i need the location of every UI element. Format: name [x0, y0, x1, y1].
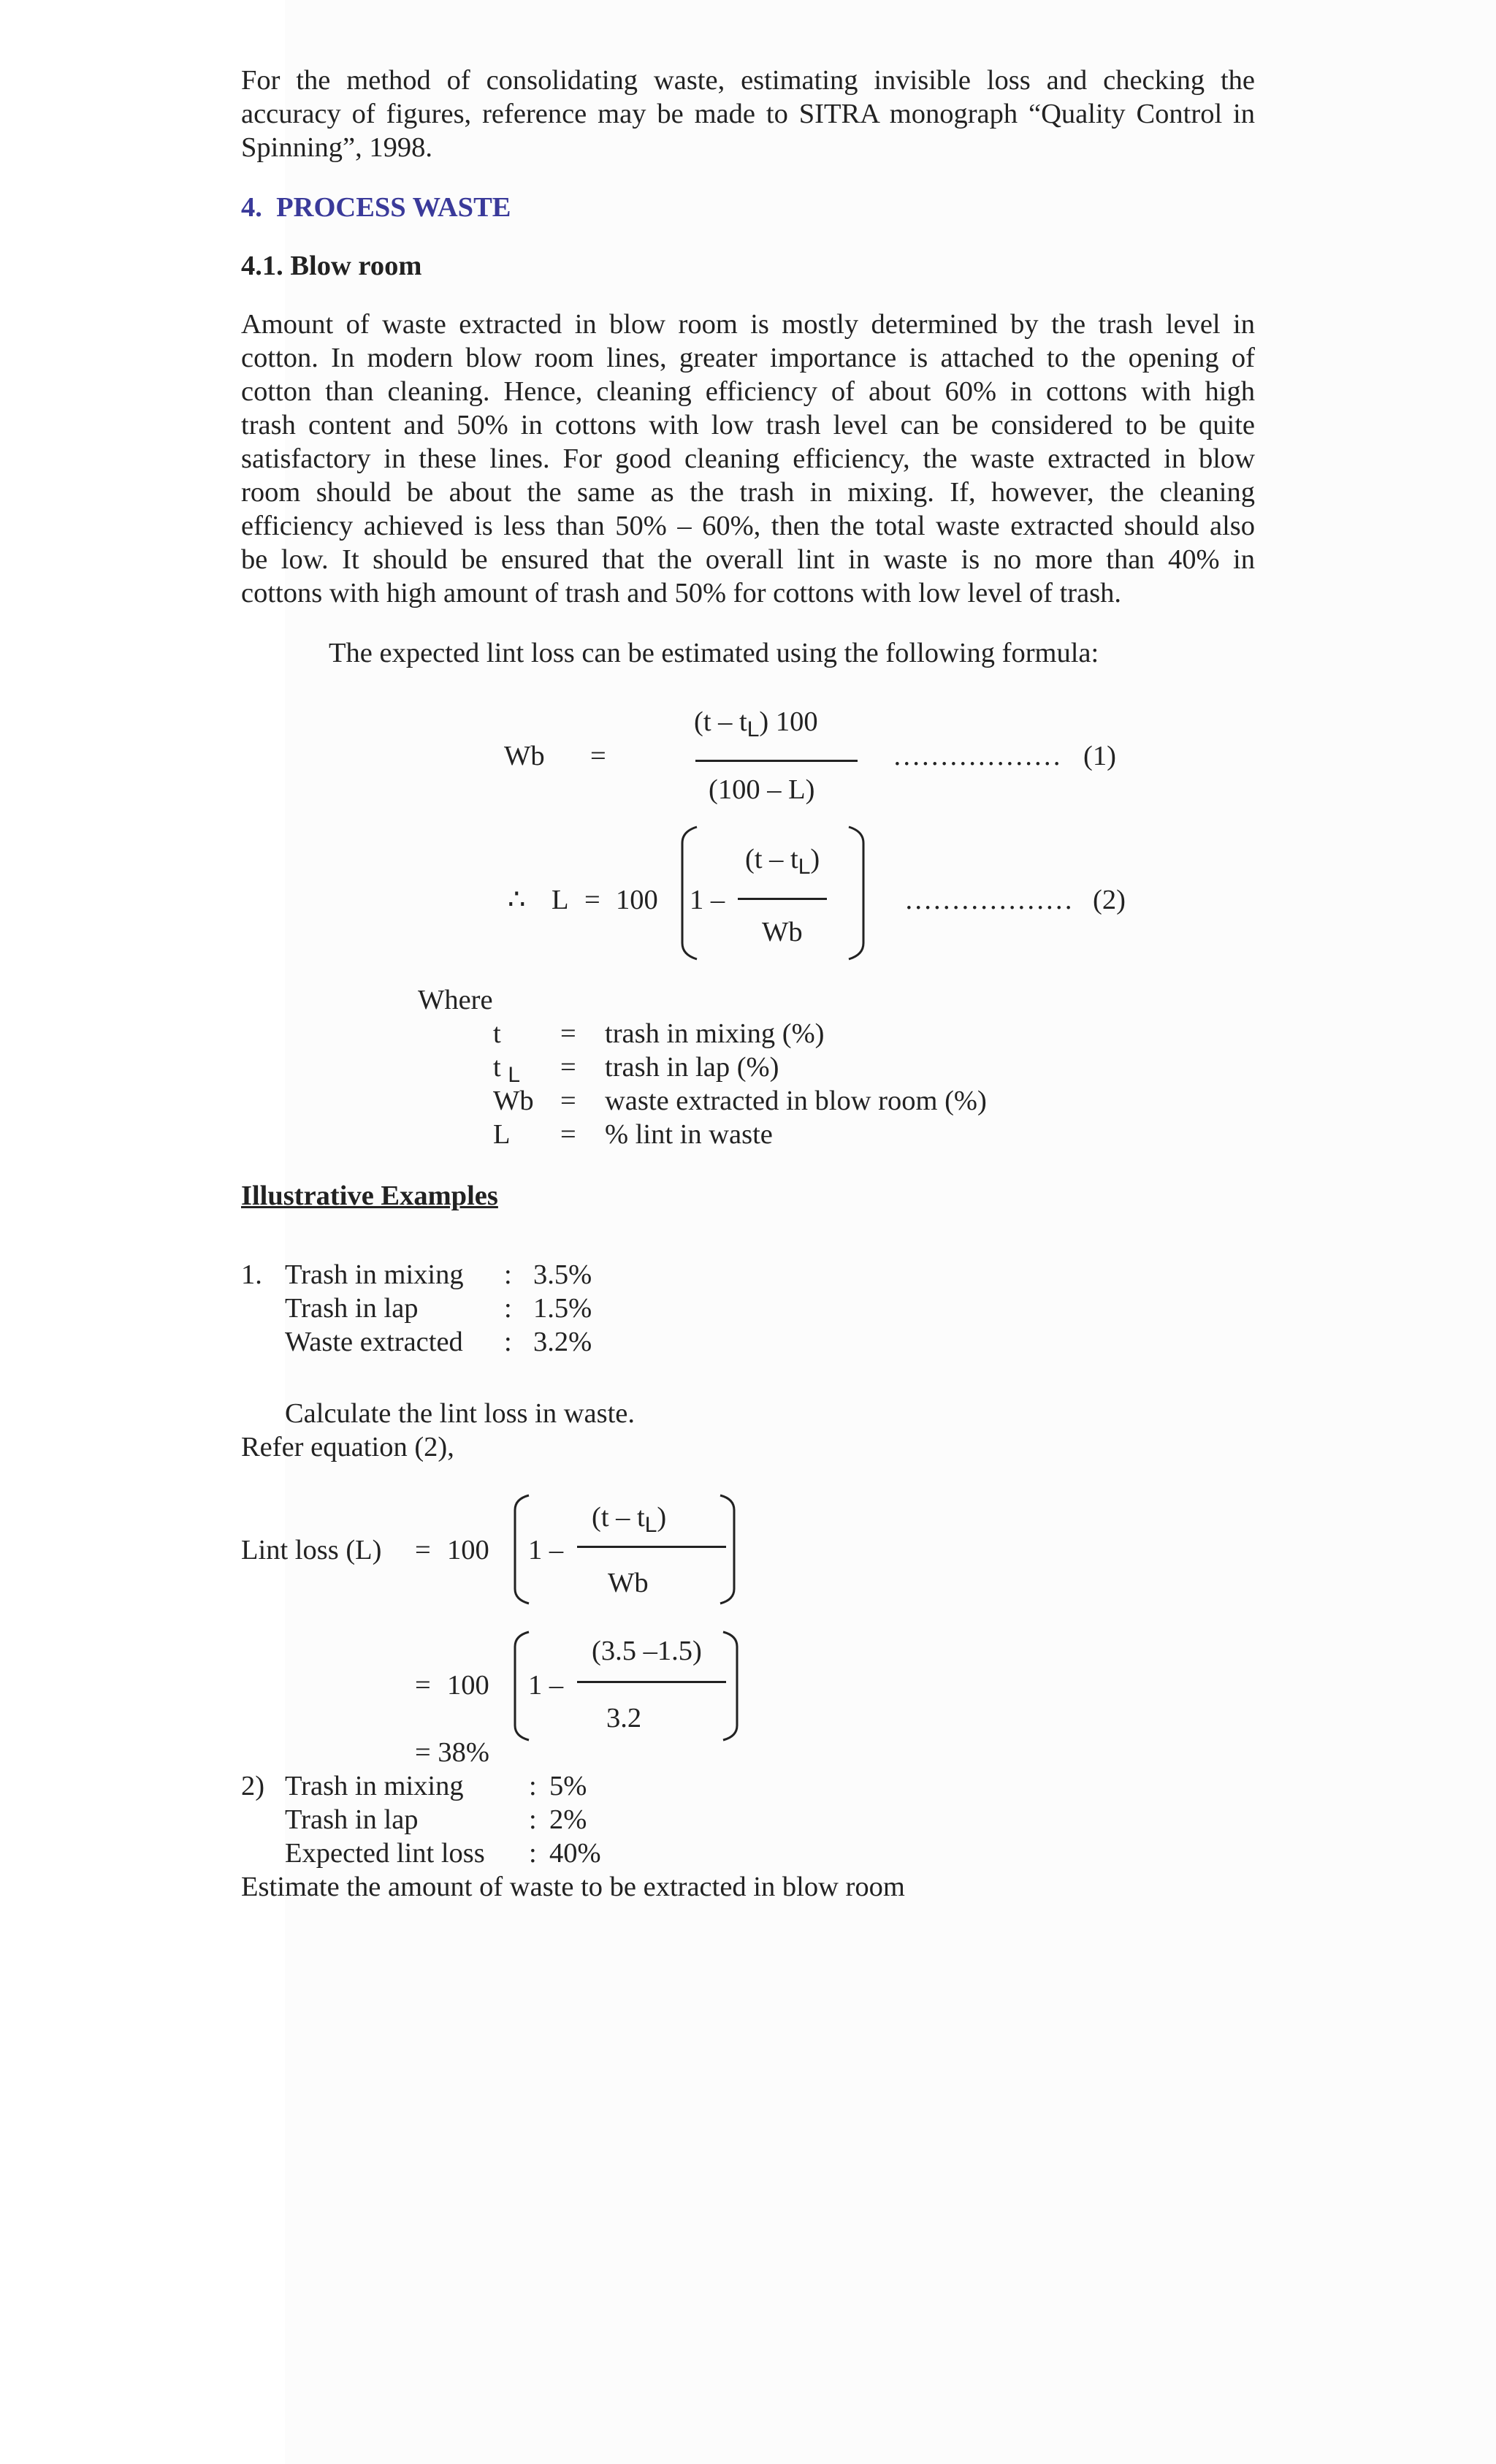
variable-symbol: t [493, 1018, 501, 1049]
calc-2-fraction-bar [577, 1681, 726, 1683]
calc-1-numerator: $(t - t_L)$ [592, 1502, 667, 1537]
given-label: Trash in mixing [285, 1771, 464, 1801]
variable-equals: = [560, 1018, 576, 1049]
subsection-heading: 4.1. Blow room [241, 251, 422, 281]
formula-1-dots: ……………… [893, 741, 1061, 771]
variable-equals: = [560, 1086, 576, 1116]
variable-description: trash in lap (%) [605, 1052, 779, 1083]
variable-symbol: Wb [493, 1086, 534, 1116]
body-line: cottons with high amount of trash and 50% for cottons with low level of trash. [241, 578, 1122, 609]
formula-2-equals: = [584, 885, 600, 915]
body-line: Amount of waste extracted in blow room is mostly determined by the trash level in [241, 309, 1255, 340]
calc-1-lhs: Lint loss (L) [241, 1535, 382, 1565]
calc-2-one-minus: 1 – [528, 1670, 564, 1701]
section-number: 4. [241, 192, 262, 223]
given-colon: : [504, 1327, 512, 1357]
calc-1-equals: = [415, 1535, 431, 1565]
example-2-number: 2) [241, 1771, 265, 1801]
intro-paragraph [241, 64, 1255, 164]
example-1-number: 1. [241, 1259, 262, 1290]
formula-1-numerator: $(t - t_L)$ 100 [694, 706, 818, 741]
formula-2-numerator: $(t - t_L)$ [745, 844, 820, 879]
formula-1-fraction-bar [695, 760, 858, 762]
variable-symbol: L [493, 1119, 511, 1150]
body-line: cotton than cleaning. Hence, cleaning efficiency of about 60% in cottons with high [241, 376, 1255, 407]
variable-description: % lint in waste [605, 1119, 773, 1150]
given-value: 40% [549, 1838, 601, 1869]
therefore-symbol: ∴ [508, 885, 526, 915]
formula-1-lhs: Wb [504, 741, 545, 771]
formula-2-factor: 100 [616, 885, 658, 915]
given-label: Expected lint loss [285, 1838, 485, 1869]
formula-1-denominator: (100 – L) [709, 774, 815, 805]
formula-2-dots: ……………… [904, 885, 1073, 915]
where-label: Where [418, 985, 493, 1015]
given-colon: : [529, 1838, 537, 1869]
variable-description: trash in mixing (%) [605, 1018, 825, 1049]
right-parenthesis [717, 1494, 738, 1605]
calc-1-one-minus: 1 – [528, 1535, 564, 1565]
given-colon: : [504, 1259, 512, 1290]
calc-2-factor: 100 [447, 1670, 489, 1701]
given-value: 2% [549, 1804, 587, 1835]
body-line: satisfactory in these lines. For good cleaning efficiency, the waste extracted in blow [241, 443, 1255, 474]
example-1-refer: Refer equation (2), [241, 1432, 454, 1462]
right-parenthesis [846, 825, 868, 961]
example-2-task: Estimate the amount of waste to be extracted in blow room [241, 1872, 905, 1902]
given-value: 3.2% [533, 1327, 592, 1357]
formula-intro: The expected lint loss can be estimated using the following formula: [329, 638, 1099, 668]
body-line: efficiency achieved is less than 50% – 60%, then the total waste extracted should also [241, 511, 1255, 541]
given-colon: : [529, 1771, 537, 1801]
calc-1-fraction-bar [577, 1546, 726, 1548]
given-value: 3.5% [533, 1259, 592, 1290]
body-line: be low. It should be ensured that the overall lint in waste is no more than 40% in [241, 544, 1255, 575]
formula-2-one-minus: 1 – [690, 885, 725, 915]
body-line: cotton. In modern blow room lines, greater importance is attached to the opening of [241, 343, 1255, 373]
right-parenthesis [720, 1630, 741, 1742]
calc-2-denominator: 3.2 [606, 1703, 642, 1733]
calc-2-numerator: (3.5 –1.5) [592, 1636, 702, 1666]
intro-line: For the method of consolidating waste, estimating invisible loss and checking the [241, 65, 1255, 96]
body-line: room should be about the same as the trash in mixing. If, however, the cleaning [241, 477, 1255, 508]
formula-1-label: (1) [1083, 741, 1116, 771]
given-label: Trash in lap [285, 1293, 419, 1324]
variable-symbol: t $_L$ [493, 1052, 521, 1087]
given-value: 5% [549, 1771, 587, 1801]
given-colon: : [529, 1804, 537, 1835]
calc-1-factor: 100 [447, 1535, 489, 1565]
body-line: trash content and 50% in cottons with low trash level can be considered to be quite [241, 410, 1255, 440]
formula-2-denominator: Wb [762, 917, 803, 947]
intro-line: accuracy of figures, reference may be made to SITRA monograph “Quality Control in [241, 99, 1255, 129]
variable-equals: = [560, 1119, 576, 1150]
given-colon: : [504, 1293, 512, 1324]
given-label: Trash in lap [285, 1804, 419, 1835]
calc-1-denominator: Wb [608, 1568, 649, 1598]
given-label: Trash in mixing [285, 1259, 464, 1290]
formula-2-fraction-bar [738, 898, 827, 900]
intro-line: Spinning”, 1998. [241, 132, 433, 163]
formula-1-equals: = [590, 741, 606, 771]
body-paragraph [241, 308, 1255, 610]
section-title: PROCESS WASTE [276, 192, 511, 223]
example-1-task: Calculate the lint loss in waste. [285, 1398, 636, 1429]
examples-title: Illustrative Examples [241, 1180, 498, 1211]
variable-equals: = [560, 1052, 576, 1083]
formula-2-label: (2) [1093, 885, 1126, 915]
calc-2-equals: = [415, 1670, 431, 1701]
formula-2-lhs: L [552, 885, 569, 915]
given-value: 1.5% [533, 1293, 592, 1324]
example-1-result: = 38% [415, 1737, 489, 1768]
variable-description: waste extracted in blow room (%) [605, 1086, 987, 1116]
given-label: Waste extracted [285, 1327, 463, 1357]
section-heading [241, 191, 511, 224]
